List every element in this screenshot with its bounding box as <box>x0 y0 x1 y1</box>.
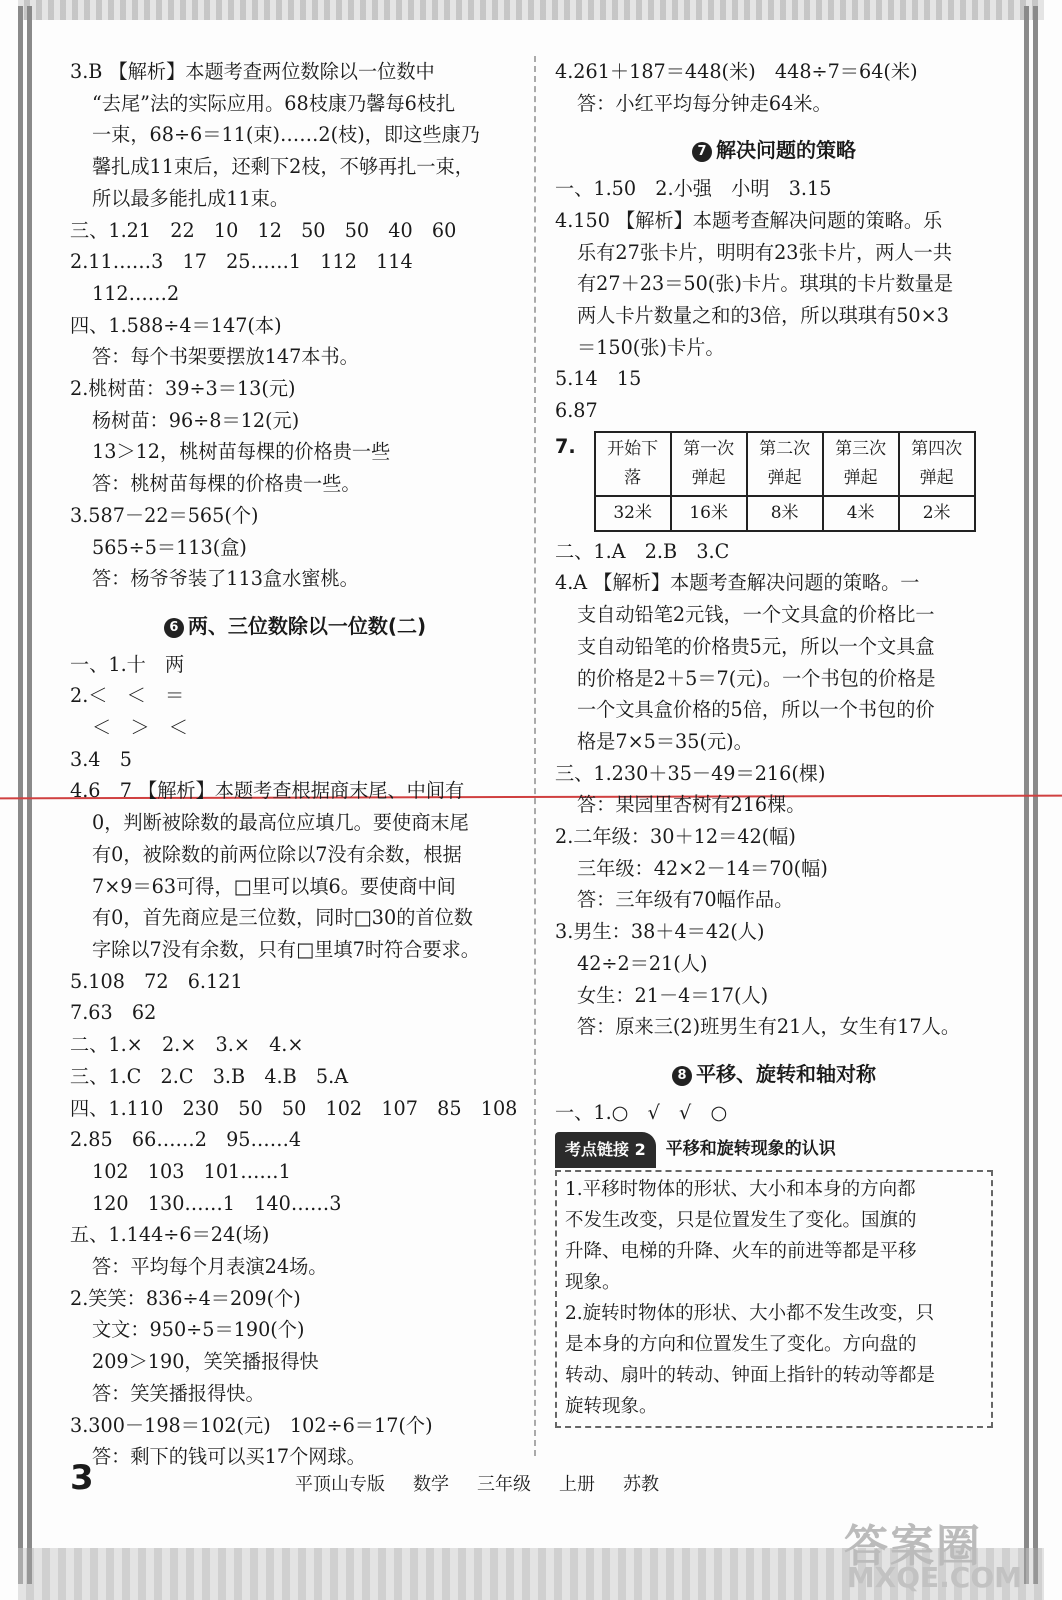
text-line: 乐有27张卡片，明明有23张卡片，两人一共 <box>577 240 953 264</box>
text-line: 3.男生：38＋4＝42(人) <box>555 920 765 944</box>
text-line: 的价格是2＋5＝7(元)。一个书包的价格是 <box>577 666 936 690</box>
text-line: 102 103 101……1 <box>92 1159 291 1183</box>
section-number-badge: 8 <box>672 1066 692 1086</box>
text-line: 答：剩下的钱可以买17个网球。 <box>92 1445 366 1469</box>
table-cell: 16米 <box>671 496 747 531</box>
text-line: 209＞190，笑笑播报得快 <box>92 1350 319 1374</box>
watermark-url: MXQE.COM <box>846 1561 1022 1594</box>
table-row <box>595 496 975 531</box>
table-cell: 8米 <box>747 496 823 531</box>
text-line: 3.4 5 <box>70 747 132 771</box>
text-line: 一、1.十 两 <box>70 652 185 676</box>
text-line: 所以最多能扎成11束。 <box>92 186 290 210</box>
text-line: 两人卡片数量之和的3倍，所以琪琪有50×3 <box>577 303 949 327</box>
text-line: 4.6 7 【解析】本题考查根据商末尾、中间有 <box>70 779 465 803</box>
text-line: 有0，首先商应是三位数，同时□30的首位数 <box>92 906 473 930</box>
text-line: 格是7×5＝35(元)。 <box>577 729 753 753</box>
text-line: 答：笑笑播报得快。 <box>92 1381 265 1405</box>
bounce-table-row <box>555 431 993 532</box>
text-line: 有0，被除数的前两位除以7没有余数，根据 <box>92 842 462 866</box>
right-column <box>555 56 993 1428</box>
text-line: 一个文具盒价格的5倍，所以一个书包的价 <box>577 698 935 722</box>
question-label: 7. <box>555 434 576 458</box>
section-number-badge: 7 <box>692 142 712 162</box>
knowledge-link-badge: 考点链接 2 <box>555 1132 656 1168</box>
text-line: 4.A 【解析】本题考查解决问题的策略。一 <box>555 571 920 595</box>
text-line: 答：桃树苗每棵的价格贵一些。 <box>92 472 361 496</box>
table-header-cell: 第一次弹起 <box>671 432 747 496</box>
text-line: “去尾”法的实际应用。68枝康乃馨每6枝扎 <box>92 91 456 115</box>
page-number: 3 <box>70 1458 94 1498</box>
text-line: 0，判断被除数的最高位应填几。要使商末尾 <box>92 811 469 835</box>
table-cell: 4米 <box>823 496 899 531</box>
text-line: 3.300－198＝102(元) 102÷6＝17(个) <box>70 1413 433 1437</box>
footer-item: 数学 <box>413 1474 449 1495</box>
text-line: 120 130……1 140……3 <box>92 1191 342 1215</box>
text-line: 7.63 62 <box>70 1001 157 1025</box>
text-line: 二、1.A 2.B 3.C <box>555 539 730 563</box>
text-line: 1.平移时物体的形状、大小和本身的方向都 <box>565 1179 916 1201</box>
text-line: 2.笑笑：836÷4＝209(个) <box>70 1286 301 1310</box>
text-line: 升降、电梯的升降、火车的前进等都是平移 <box>565 1241 917 1263</box>
table-cell: 32米 <box>595 496 671 531</box>
text-line: 答：果园里杏树有216棵。 <box>577 793 806 817</box>
section-number-badge: 6 <box>164 618 184 638</box>
text-line: 二、1.× 2.× 3.× 4.× <box>70 1033 304 1057</box>
text-line: ＝150(张)卡片。 <box>577 335 725 359</box>
footer-item: 苏教 <box>623 1474 659 1495</box>
text-line: 答：小红平均每分钟走64米。 <box>577 91 832 115</box>
footer-item: 上册 <box>559 1474 595 1495</box>
text-line: 5.14 15 <box>555 367 642 391</box>
text-line: 3.B 【解析】本题考查两位数除以一位数中 <box>70 60 435 83</box>
watermark-logo-text: 答案圈 <box>844 1521 982 1572</box>
section-title: 两、三位数除以一位数(二) <box>187 613 427 638</box>
text-line: 支自动铅笔2元钱，一个文具盒的价格比一 <box>577 603 935 627</box>
section-8-heading <box>555 1059 993 1091</box>
column-divider <box>534 56 536 1456</box>
text-line: 112……2 <box>92 281 180 305</box>
right-block-2 <box>555 173 993 427</box>
section-6-heading <box>70 611 520 643</box>
text-line: 有27＋23＝50(张)卡片。琪琪的卡片数量是 <box>577 272 954 296</box>
text-line: 答：每个书架要摆放147本书。 <box>92 345 359 369</box>
knowledge-link-box <box>555 1170 993 1428</box>
text-line: 三年级：42×2－14＝70(幅) <box>577 856 828 880</box>
right-block-3 <box>555 536 993 1043</box>
text-line: 旋转现象。 <box>565 1396 658 1418</box>
text-line: 4.150 【解析】本题考查解决问题的策略。乐 <box>555 208 943 232</box>
text-line: 答：杨爷爷装了113盒水蜜桃。 <box>92 567 359 591</box>
text-line: 五、1.144÷6＝24(场) <box>70 1223 270 1247</box>
text-line: 四、1.588÷4＝147(本) <box>70 313 282 337</box>
text-line: 女生：21－4＝17(人) <box>577 983 769 1007</box>
text-line: ＜ ＞ ＜ <box>92 716 188 740</box>
watermark <box>782 1510 1022 1600</box>
text-line: 一、1.○ √ √ ○ <box>555 1100 728 1124</box>
text-line: 2.旋转时物体的形状、大小都不发生改变，只 <box>565 1303 935 1325</box>
text-line: 2.11……3 17 25……1 112 114 <box>70 250 413 274</box>
table-header-cell: 第三次弹起 <box>823 432 899 496</box>
text-line: 3.587－22＝565(个) <box>70 503 259 527</box>
text-line: 2.85 66……2 95……4 <box>70 1128 302 1152</box>
text-line: 现象。 <box>565 1272 621 1294</box>
text-line: 杨树苗：96÷8＝12(元) <box>92 408 300 432</box>
text-line: 4.261＋187＝448(米) 448÷7＝64(米) <box>555 60 918 83</box>
text-line: 不发生改变，只是位置发生了变化。国旗的 <box>565 1210 917 1232</box>
left-block-1 <box>70 56 520 595</box>
table-cell: 2米 <box>899 496 975 531</box>
text-line: 2.＜ ＜ ＝ <box>70 684 185 708</box>
text-line: 馨扎成11束后，还剩下2枝，不够再扎一束， <box>92 155 474 179</box>
text-line: 答：三年级有70幅作品。 <box>577 888 794 912</box>
table-header-cell: 第二次弹起 <box>747 432 823 496</box>
left-column <box>70 56 520 1473</box>
table-header-cell: 第四次弹起 <box>899 432 975 496</box>
text-line: 支自动铅笔的价格贵5元，所以一个文具盒 <box>577 634 935 658</box>
left-block-2 <box>70 649 520 1473</box>
section-title: 平移、旋转和轴对称 <box>696 1061 876 1086</box>
knowledge-link-title: 平移和旋转现象的认识 <box>665 1139 836 1160</box>
text-line: 13＞12，桃树苗每棵的价格贵一些 <box>92 440 391 464</box>
text-line: 565÷5＝113(盒) <box>92 535 247 559</box>
text-line: 三、1.C 2.C 3.B 4.B 5.A <box>70 1064 349 1088</box>
text-line: 三、1.230＋35－49＝216(棵) <box>555 761 826 785</box>
section-7-heading <box>555 135 993 167</box>
text-line: 2.二年级：30＋12＝42(幅) <box>555 825 796 849</box>
footer-item: 三年级 <box>477 1474 531 1495</box>
text-line: 7×9＝63可得，□里可以填6。要使商中间 <box>92 874 456 898</box>
text-line: 一束，68÷6＝11(束)……2(枝)，即这些康乃 <box>92 123 480 147</box>
knowledge-link-header <box>555 1132 993 1168</box>
text-line: 三、1.21 22 10 12 50 50 40 60 <box>70 218 457 242</box>
text-line: 文文：950÷5＝190(个) <box>92 1318 305 1342</box>
text-line: 转动、扇叶的转动、钟面上指针的转动等都是 <box>565 1365 936 1387</box>
text-line: 5.108 72 6.121 <box>70 969 243 993</box>
text-line: 答：平均每个月表演24场。 <box>92 1255 328 1279</box>
text-line: 一、1.50 2.小强 小明 3.15 <box>555 177 832 201</box>
right-block-1 <box>555 56 993 119</box>
bounce-table <box>594 431 976 532</box>
section-title: 解决问题的策略 <box>716 138 856 163</box>
table-header-cell: 开始下落 <box>595 432 671 496</box>
text-line: 是本身的方向和位置发生了变化。方向盘的 <box>565 1334 917 1356</box>
text-line: 2.桃树苗：39÷3＝13(元) <box>70 377 296 401</box>
text-line: 四、1.110 230 50 50 102 107 85 108 <box>70 1096 518 1120</box>
footer-item: 平顶山专版 <box>295 1474 385 1495</box>
text-line: 6.87 <box>555 399 598 423</box>
table-header-row <box>595 432 975 496</box>
text-line: 42÷2＝21(人) <box>577 951 708 975</box>
text-line: 字除以7没有余数，只有□里填7时符合要求。 <box>92 937 480 961</box>
text-line: 答：原来三(2)班男生有21人，女生有17人。 <box>577 1015 961 1039</box>
right-block-4 <box>555 1097 993 1129</box>
footer-info <box>295 1470 687 1496</box>
